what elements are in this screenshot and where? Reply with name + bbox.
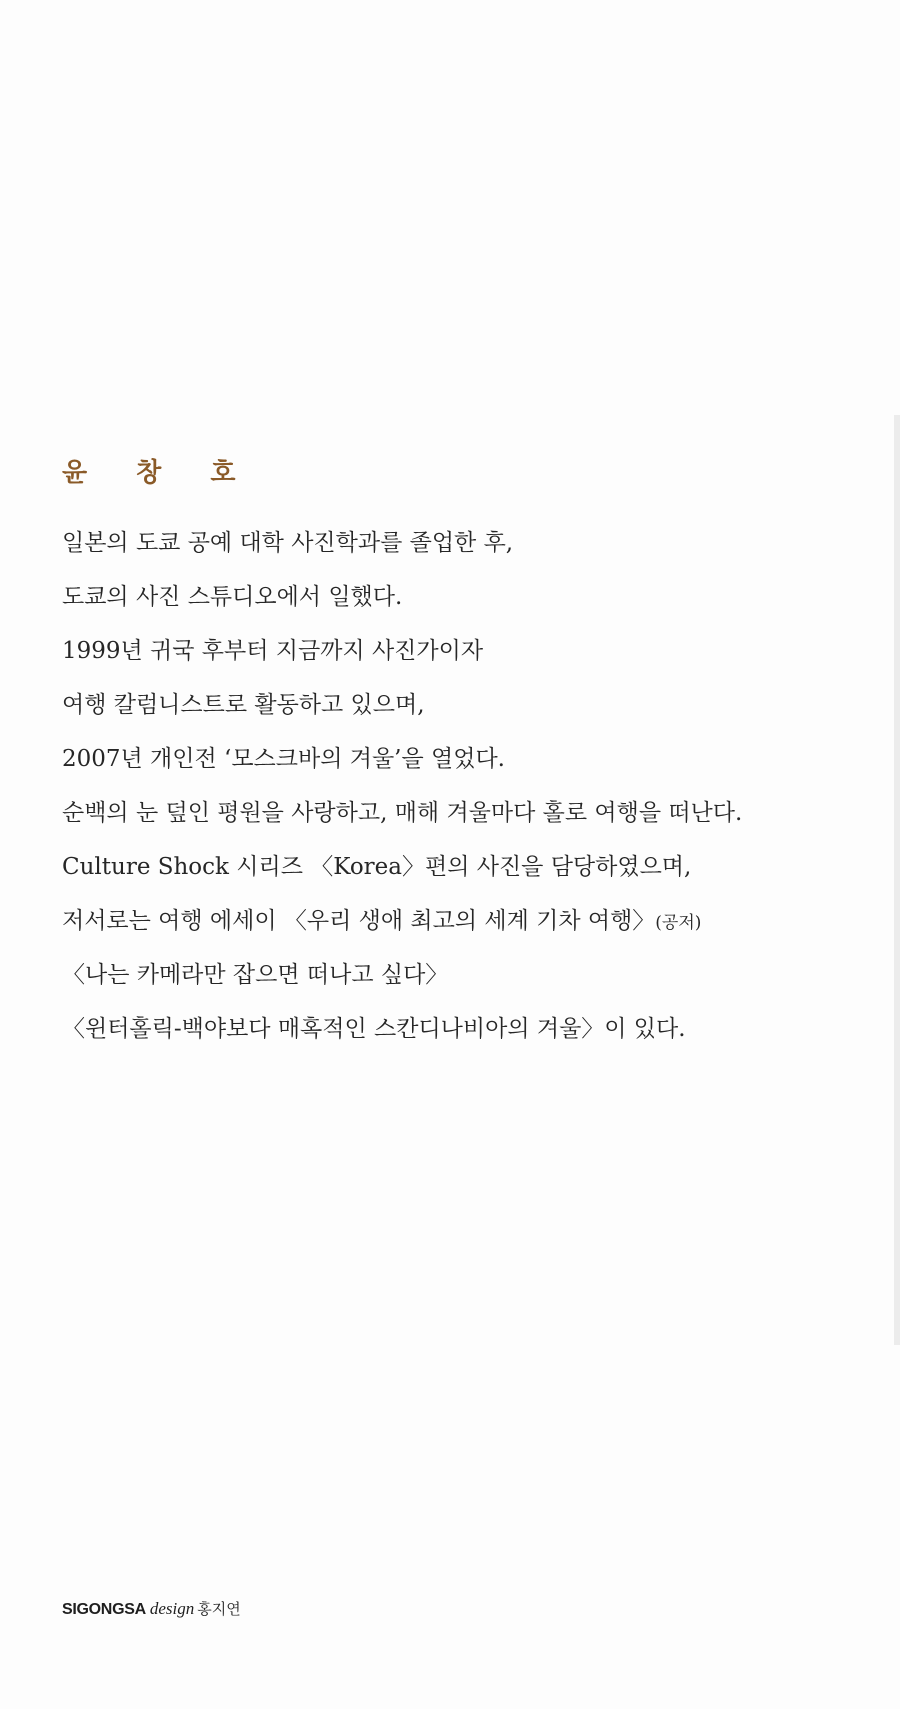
bio-line: 〈나는 카메라만 잡으면 떠나고 싶다〉 <box>62 962 449 988</box>
bio-line: 2007년 개인전 ‘모스크바의 겨울’을 열었다. <box>62 746 505 772</box>
author-bio <box>62 516 742 1056</box>
bio-line: 도쿄의 사진 스튜디오에서 일했다. <box>62 584 403 610</box>
bio-line: Culture Shock 시리즈 〈Korea〉편의 사진을 담당하였으며, <box>62 854 692 880</box>
bio-line-with-note <box>62 894 742 948</box>
page-edge-shadow <box>894 415 900 1345</box>
bio-line: 일본의 도쿄 공예 대학 사진학과를 졸업한 후, <box>62 530 514 556</box>
design-label: design <box>149 1599 195 1618</box>
bio-line: 〈윈터홀릭-백야보다 매혹적인 스칸디나비아의 겨울〉이 있다. <box>62 1016 686 1042</box>
bio-line: 순백의 눈 덮인 평원을 사랑하고, 매해 겨울마다 홀로 여행을 떠난다. <box>62 800 743 826</box>
publisher-name: SIGONGSA <box>62 1601 146 1618</box>
footer-credit <box>62 1598 241 1619</box>
bio-line: 저서로는 여행 에세이 〈우리 생애 최고의 세계 기차 여행〉 <box>62 908 656 934</box>
bio-line: 여행 칼럼니스트로 활동하고 있으며, <box>62 692 425 718</box>
bio-line: 1999년 귀국 후부터 지금까지 사진가이자 <box>62 638 484 664</box>
author-name: 윤 창 호 <box>62 458 256 488</box>
designer-name: 홍지연 <box>197 1600 241 1618</box>
coauthor-note: (공저) <box>655 913 702 933</box>
